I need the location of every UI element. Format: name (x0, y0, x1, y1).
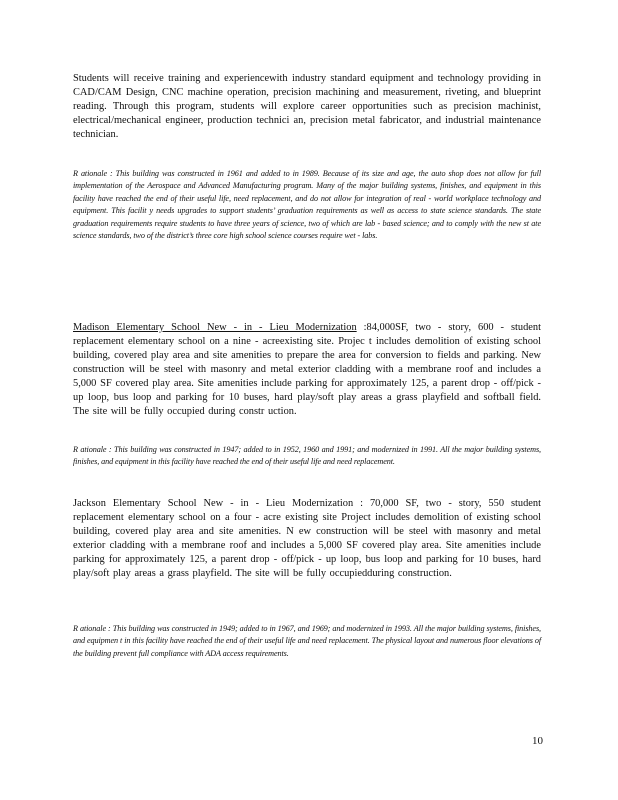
madison-project-title: Madison Elementary School New - in - Lieu Modernization (73, 322, 357, 333)
rationale-paragraph-1: R ationale : This building was constructed in 1961 and added to in 1989. Because of its size and age, the auto shop does not allow for full implementation of the Aerospace and Advanced Manufacturing program. Many of the major building systems, finishes, and equipment in this facility have reached the end of their useful life, need replacement, and do not allow for integration of real - world workplace technology and equipment. This facilit y needs upgrades to support students’ graduation requirements as well as access to state science standards. The state graduation requirements require students to have three years of science, two of which are lab - based science; and to comply with the new st ate science standards, two of the district’s three core high school science courses require wet - labs. (73, 169, 541, 241)
rationale-paragraph-2: R ationale : This building was constructed in 1947; added to in 1952, 1960 and 1991; and modernized in 1991. All the major building systems, finishes, and equipment in this facility have reached the end of their useful life and need replacement. (73, 445, 541, 467)
jackson-project-title: Jackson Elementary School New - in - Lieu Modernization (73, 498, 354, 509)
madison-project-text: :84,000SF, two - story, 600 - student replacement elementary school on a nine - acreexisting site. Projec t includes demolition of existing school building, covered play area and site amenities to prepare the area for conversion to fields and parking. New construction will be steel with masonry and metal exterior cladding with a membrane roof and includes a 5,000 SF covered play area. Site amenities include parking for approximately 125, a parent drop - off/pick - up loop, bus loop and parking for 10 buses, hard play/soft play areas a grass playfield and softball field. The site will be fully occupied during constr uction. (73, 322, 541, 417)
intro-paragraph: Students will receive training and experiencewith industry standard equipment and technology providing in CAD/CAM Design, CNC machine operation, precision machining and measurement, riveting, and blueprint reading. Through this program, students will explore career opportunities such as precision machinist, electrical/mechanical engineer, production technici an, precision metal fabricator, and industrial maintenance technician. (73, 73, 541, 140)
jackson-project-text: : 70,000 SF, two - story, 550 student replacement elementary school on a four - acre existing site Project includes demolition of existing school building, covered play area and site amenities. N ew construction will be steel with masonry and metal exterior cladding with a membrane roof and includes a 5,000 SF covered play area. Site amenities include parking for approximately 125, a parent drop - off/pick - up loop, bus loop and parking for 10 buses, hard play/soft play areas a grass playfield. The site will be fully occupiedduring construction. (73, 498, 541, 579)
madison-project-paragraph (73, 321, 541, 419)
jackson-project-paragraph (73, 497, 541, 581)
page-number: 10 (532, 735, 543, 747)
rationale-paragraph-3: R ationale : This building was constructed in 1949; added to in 1967, and 1969; and modernized in 1993. All the major building systems, finishes, and equipmen t in this facility have reached the end of their useful life and need replacement. The physical layout and numerous floor elevations of the building prevent full compliance with ADA access requirements. (73, 624, 541, 658)
